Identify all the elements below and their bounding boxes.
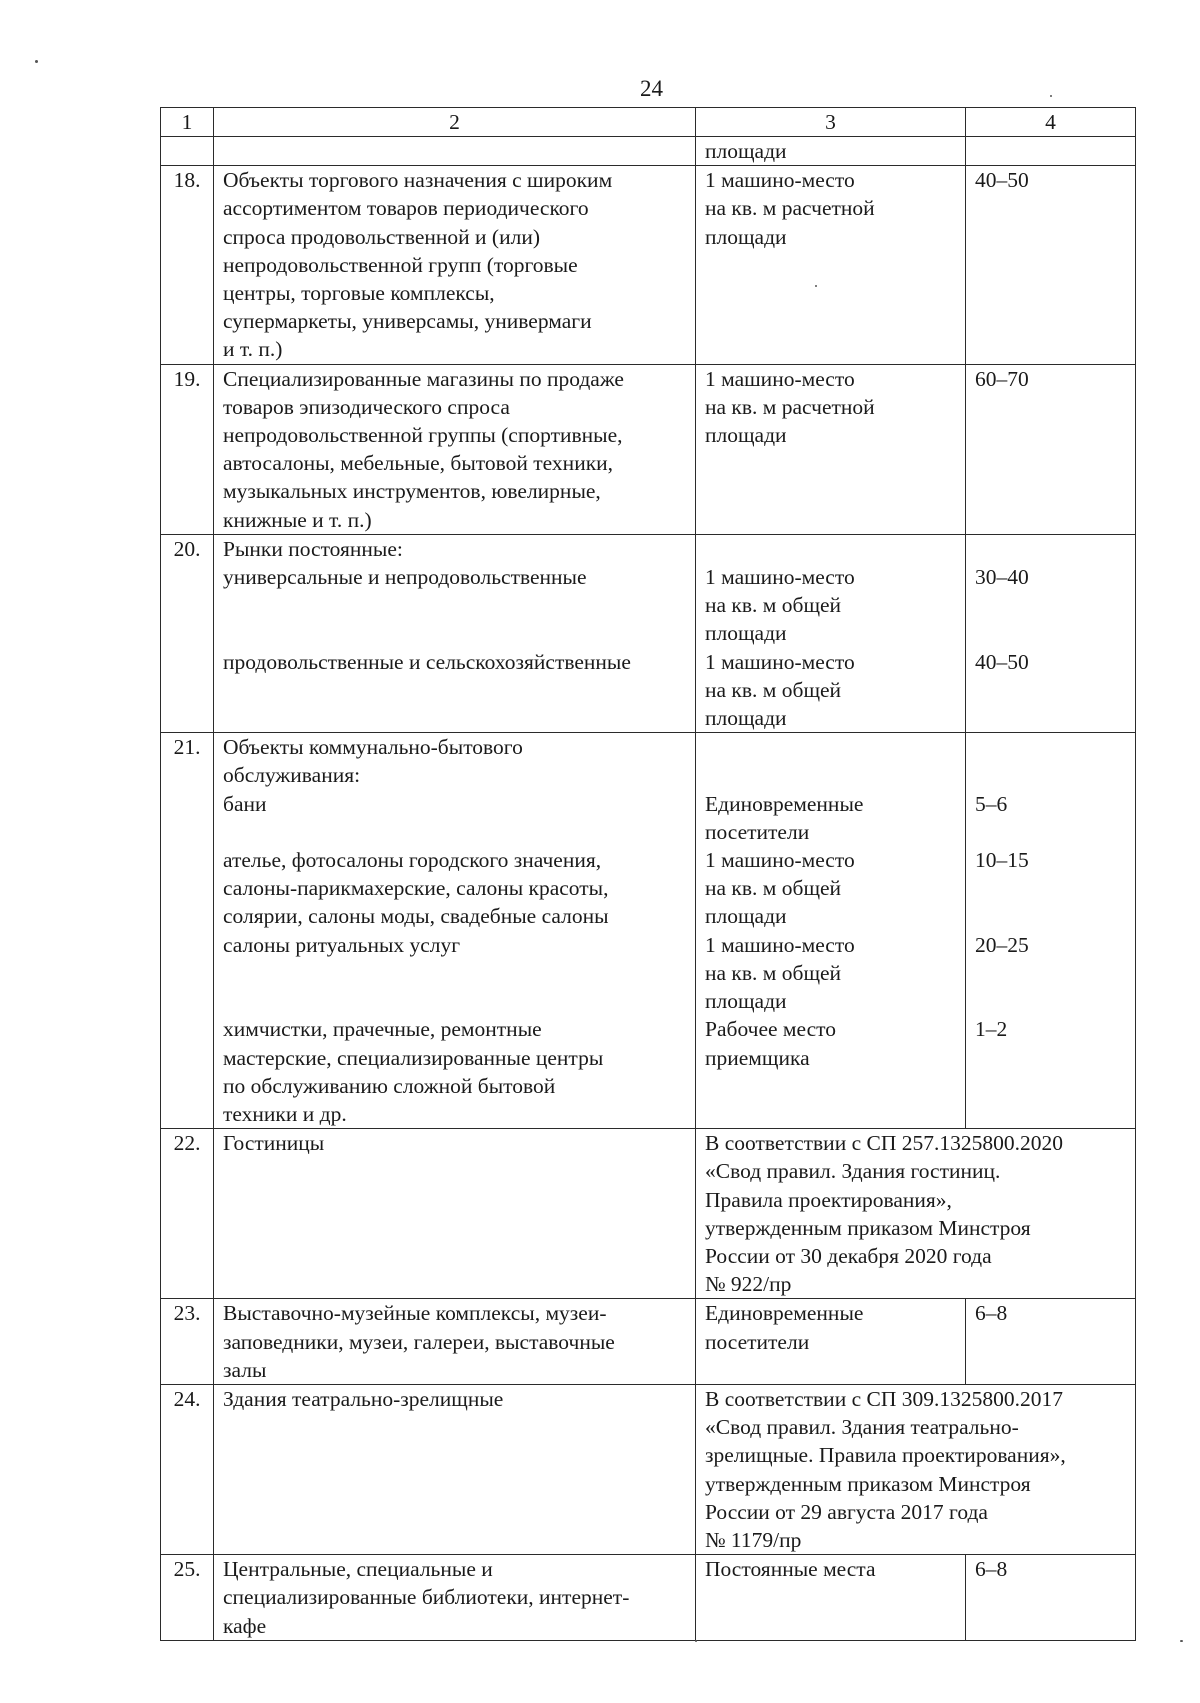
header-col-2: 2: [214, 108, 696, 137]
cell-value: 30–40: [966, 534, 1136, 647]
cell-unit: 1 машино-место на кв. м расчетной площади: [696, 166, 966, 364]
row-number: 24.: [161, 1384, 214, 1554]
scan-speck: [695, 1640, 697, 1642]
cell-value: 20–25: [966, 931, 1136, 1016]
page-number: 24: [640, 76, 663, 101]
table-subrow: [161, 846, 1136, 931]
table-row: [161, 534, 1136, 647]
cell-name: продовольственные и сельскохозяйственные: [214, 648, 696, 733]
row-number: 25.: [161, 1555, 214, 1641]
cell-name: салоны ритуальных услуг: [214, 931, 696, 1016]
table-row: [161, 733, 1136, 846]
cell-name: Гостиницы: [214, 1129, 696, 1299]
cell-name: Специализированные магазины по продаже товаров эпизодического спроса непродовольственной группы (спортивные, автосалоны, мебельные, бытовой техники, музыкальных инструментов, ювелирные, книжные и т. п.): [214, 364, 696, 534]
row-number: 21.: [161, 733, 214, 846]
cell-value: 10–15: [966, 846, 1136, 931]
cell-name: Рынки постоянные: универсальные и непродовольственные: [214, 534, 696, 647]
table-subrow: [161, 1015, 1136, 1128]
header-col-3: 3: [696, 108, 966, 137]
table-row: [161, 1555, 1136, 1641]
cell-merged-reference: В соответствии с СП 309.1325800.2017 «Свод правил. Здания театрально- зрелищные. Правила проектирования», утвержденным приказом Минстроя России от 29 августа 2017 года № 1179/пр: [696, 1384, 1136, 1554]
scan-speck: [1050, 95, 1052, 97]
cell-unit: 1 машино-место на кв. м общей площади: [696, 931, 966, 1016]
cell-value: 6–8: [966, 1555, 1136, 1641]
scan-speck: [815, 285, 817, 287]
row-title: Объекты коммунально-бытового: [223, 735, 523, 760]
cell-merged-reference: В соответствии с СП 257.1325800.2020 «Свод правил. Здания гостиниц. Правила проектирования», утвержденным приказом Минстроя России от 30 декабря 2020 года № 922/пр: [696, 1129, 1136, 1299]
header-col-4: 4: [966, 108, 1136, 137]
table-subrow: [161, 648, 1136, 733]
cell-unit: 1 машино-место на кв. м общей площади: [696, 846, 966, 931]
norms-table: [160, 107, 1136, 1641]
cell-unit: Единовременные посетители: [696, 1299, 966, 1385]
table-header-row: [161, 108, 1136, 137]
cell-unit: 1 машино-место на кв. м общей площади: [696, 534, 966, 647]
cell-unit: Рабочее место приемщика: [696, 1015, 966, 1128]
cell-value: 6–8: [966, 1299, 1136, 1385]
table-row: [161, 166, 1136, 364]
header-col-1: 1: [161, 108, 214, 137]
table-subrow: [161, 931, 1136, 1016]
cell-value: 5–6: [966, 733, 1136, 846]
table-row: [161, 1299, 1136, 1385]
table-row: [161, 1384, 1136, 1554]
cell-unit: 1 машино-место на кв. м расчетной площади: [696, 364, 966, 534]
row-title: Рынки постоянные:: [223, 536, 403, 561]
cell-value: 40–50: [966, 166, 1136, 364]
cell-value: 60–70: [966, 364, 1136, 534]
scan-speck: [1180, 1640, 1183, 1642]
scan-speck: [35, 60, 38, 63]
cell-name: Выставочно-музейные комплексы, музеи- заповедники, музеи, галереи, выставочные залы: [214, 1299, 696, 1385]
table-row: [161, 1129, 1136, 1299]
table-row-continuation: [161, 137, 1136, 166]
cell-name: Центральные, специальные и специализированные библиотеки, интернет- кафе: [214, 1555, 696, 1641]
cell-unit: площади: [705, 139, 787, 163]
row-number: 22.: [161, 1129, 214, 1299]
cell-name: Здания театрально-зрелищные: [214, 1384, 696, 1554]
row-number: 20.: [161, 534, 214, 647]
row-number: 18.: [161, 166, 214, 364]
row-number: 23.: [161, 1299, 214, 1385]
cell-unit: Единовременные посетители: [696, 733, 966, 846]
cell-name: Объекты торгового назначения с широким ассортиментом товаров периодического спроса продовольственной и (или) непродовольственной групп (торговые центры, торговые комплексы, супермаркеты, универсамы, универмаги и т. п.): [214, 166, 696, 364]
cell-name: химчистки, прачечные, ремонтные мастерские, специализированные центры по обслуживанию сложной бытовой техники и др.: [214, 1015, 696, 1128]
table-row: [161, 364, 1136, 534]
cell-name: Объекты коммунально-бытового обслуживания: бани: [214, 733, 696, 846]
cell-value: 40–50: [966, 648, 1136, 733]
cell-unit: Постоянные места: [696, 1555, 966, 1641]
cell-name: ателье, фотосалоны городского значения, салоны-парикмахерские, салоны красоты, солярии, салоны моды, свадебные салоны: [214, 846, 696, 931]
cell-unit: 1 машино-место на кв. м общей площади: [696, 648, 966, 733]
row-number: 19.: [161, 364, 214, 534]
cell-value: 1–2: [966, 1015, 1136, 1128]
